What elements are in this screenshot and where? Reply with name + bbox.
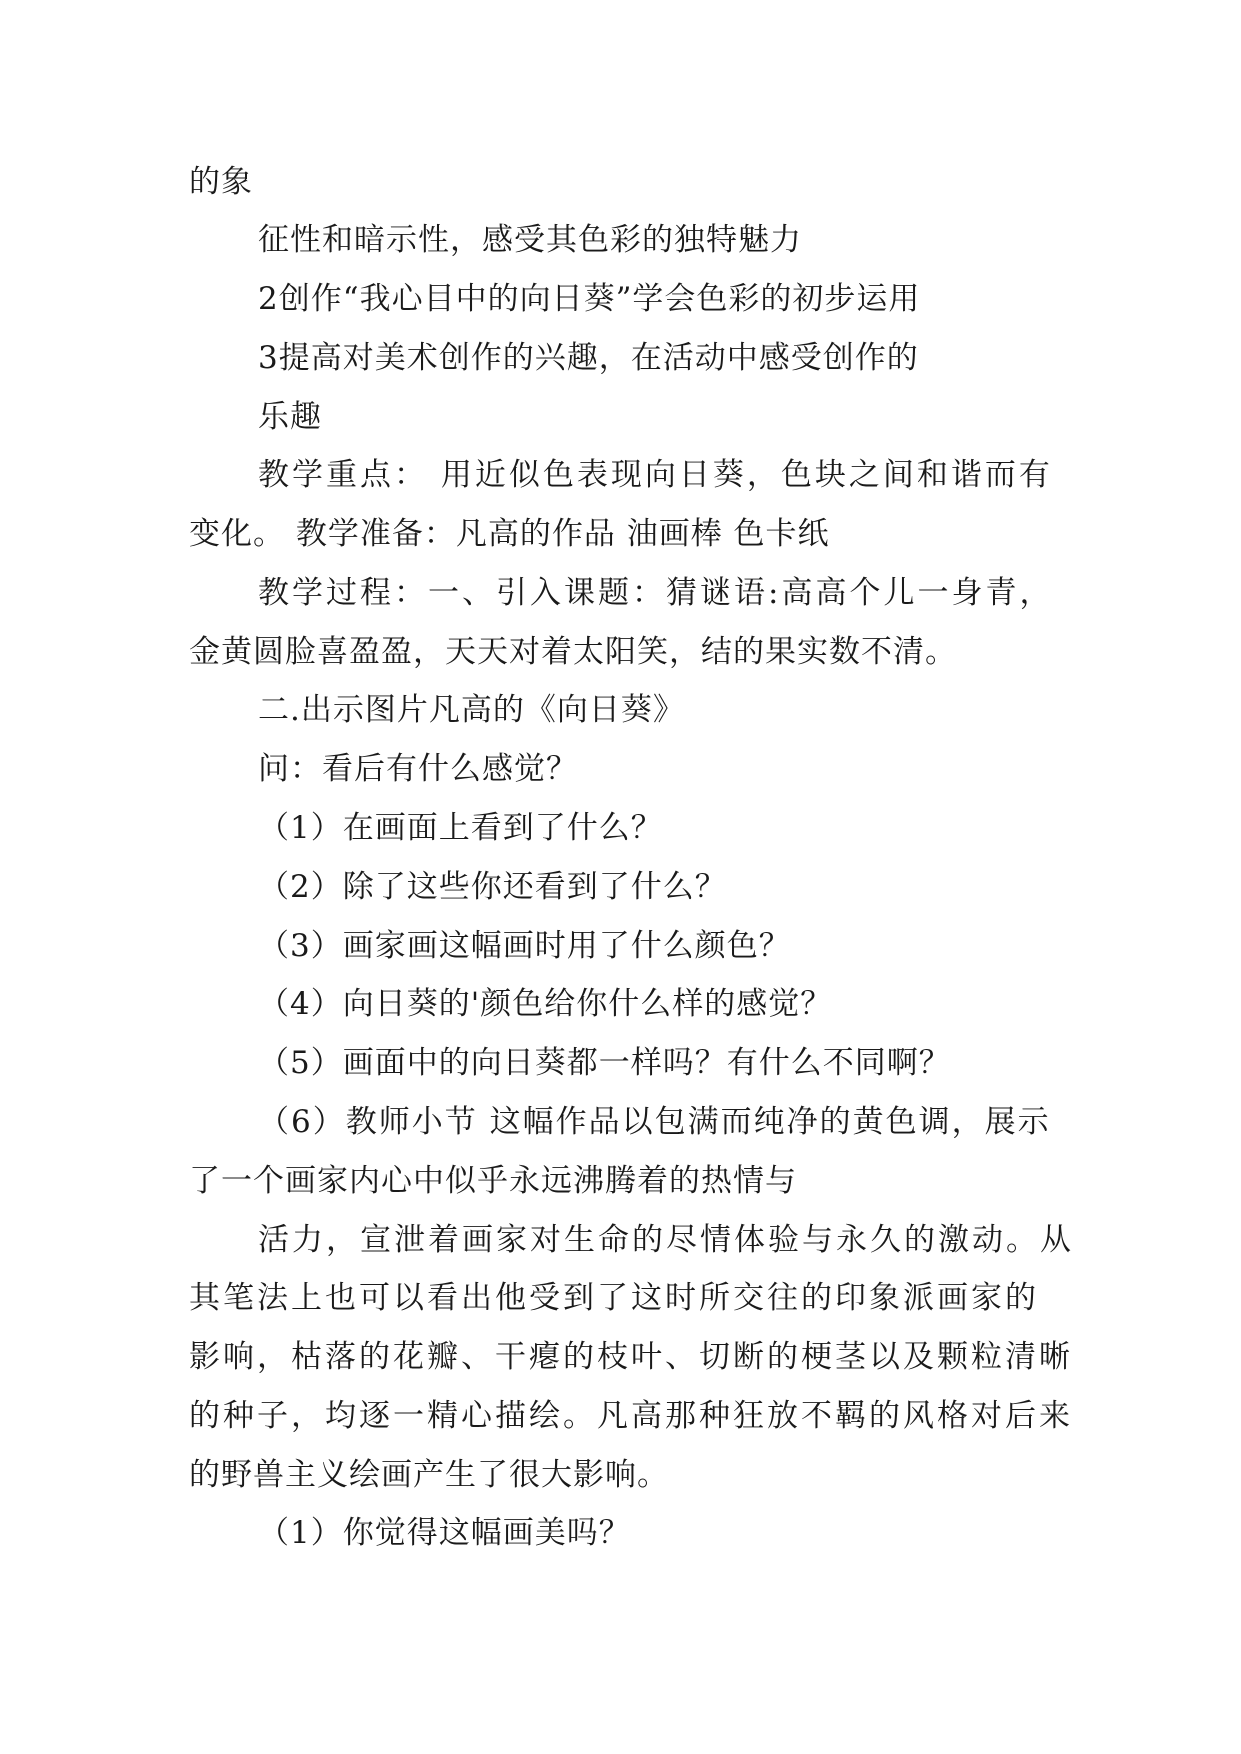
text-line: 问：看后有什么感觉？ [258, 751, 578, 787]
text-line: 征性和暗示性，感受其色彩的独特魅力 [258, 222, 802, 258]
text-line: （6）教师小节 这幅作品以包满而纯净的黄色调，展示 [258, 1104, 1051, 1140]
text-line: 3提高对美术创作的兴趣，在活动中感受创作的 [258, 340, 919, 376]
text-line: 2创作“我心目中的向日葵”学会色彩的初步运用 [258, 281, 921, 317]
text-line: 金黄圆脸喜盈盈，天天对着太阳笑，结的果实数不清。 [189, 634, 957, 670]
text-line: 变化。 教学准备：凡高的作品 油画棒 色卡纸 [189, 516, 830, 552]
text-line: 活力，宣泄着画家对生命的尽情体验与永久的激动。从 [258, 1222, 1074, 1258]
text-line: 二.出示图片凡高的《向日葵》 [258, 692, 685, 728]
text-line: （5）画面中的向日葵都一样吗？有什么不同啊？ [258, 1045, 951, 1081]
text-line: 其笔法上也可以看出他受到了这时所交往的印象派画家的 [189, 1280, 1039, 1316]
text-line: 教学重点： 用近似色表现向日葵，色块之间和谐而有 [258, 457, 1053, 493]
text-line: （3）画家画这幅画时用了什么颜色？ [258, 928, 791, 964]
text-line: 了一个画家内心中似乎永远沸腾着的热情与 [189, 1163, 797, 1199]
text-line: （2）除了这些你还看到了什么？ [258, 869, 727, 905]
text-line: 教学过程：一、引入课题：猜谜语:高高个儿一身青， [258, 575, 1054, 611]
text-line: （1）你觉得这幅画美吗？ [258, 1515, 631, 1551]
text-line: （1）在画面上看到了什么？ [258, 810, 663, 846]
text-line: 的象 [189, 164, 253, 200]
text-line: （4）向日葵的'颜色给你什么样的感觉？ [258, 986, 833, 1022]
text-line: 的种子，均逐一精心描绘。凡高那种狂放不羁的风格对后来 [189, 1398, 1073, 1434]
text-line: 影响，枯落的花瓣、干瘪的枝叶、切断的梗茎以及颗粒清晰 [189, 1339, 1073, 1375]
text-line: 乐趣 [258, 399, 322, 435]
text-line: 的野兽主义绘画产生了很大影响。 [189, 1457, 669, 1493]
